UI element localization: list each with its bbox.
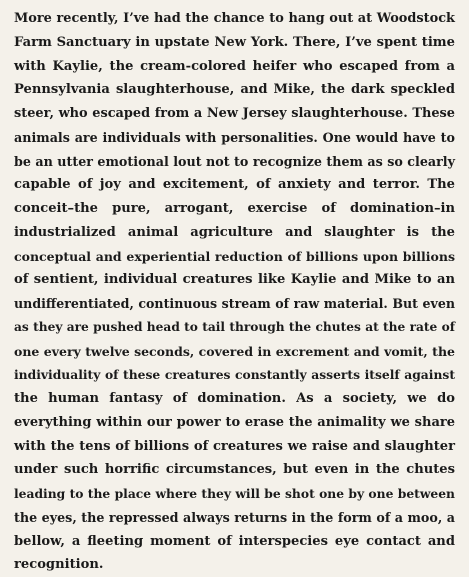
text-line-2: Farm Sanctuary in upstate New York. There, I’ve spent time (14, 34, 455, 50)
text-line-11: conceptual and experiential reduction of billions upon billions (14, 248, 455, 264)
text-line-21: leading to the place where they will be shot one by one between (14, 486, 455, 501)
text-line-10: industrialized animal agriculture and slaughter is the (14, 224, 455, 240)
text-line-6: animals are individuals with personalities. One would have to (14, 129, 455, 145)
text-line-8: capable of joy and excitement, of anxiety and terror. The (14, 177, 455, 193)
text-line-5: steer, who escaped from a New Jersey slaughterhouse. These (14, 106, 455, 121)
text-line-18: everything within our power to erase the animality we share (14, 414, 455, 430)
text-line-24: recognition. (14, 557, 104, 573)
text-line-17: the human fantasy of domination. As a society, we do (14, 391, 455, 406)
text-line-12: of sentient, individual creatures like Kaylie and Mike to an (14, 272, 455, 288)
text-line-7: be an utter emotional lout not to recognize them as so clearly (14, 153, 455, 169)
text-line-14: as they are pushed head to tail through the chutes at the rate of (14, 319, 455, 334)
text-line-19: with the tens of billions of creatures we raise and slaughter (14, 438, 455, 454)
text-line-20: under such horrific circumstances, but even in the chutes (14, 462, 455, 478)
paragraph (14, 7, 455, 577)
text-line-4: Pennsylvania slaughterhouse, and Mike, the dark speckled (14, 82, 455, 98)
text-line-16: individuality of these creatures constantly asserts itself against (14, 367, 455, 383)
text-line-22: the eyes, the repressed always returns in the form of a moo, a (14, 509, 455, 525)
text-line-9: conceit–the pure, arrogant, exercise of domination–in (14, 201, 455, 216)
text-line-15: one every twelve seconds, covered in excrement and vomit, the (14, 343, 455, 359)
text-line-1: More recently, I’ve had the chance to hang out at Woodstock (14, 11, 455, 26)
text-line-23: bellow, a fleeting moment of interspecies eye contact and (14, 533, 455, 549)
text-line-13: undifferentiated, continuous stream of raw material. But even (14, 296, 455, 311)
text-line-3: with Kaylie, the cream-colored heifer who escaped from a (14, 58, 455, 74)
